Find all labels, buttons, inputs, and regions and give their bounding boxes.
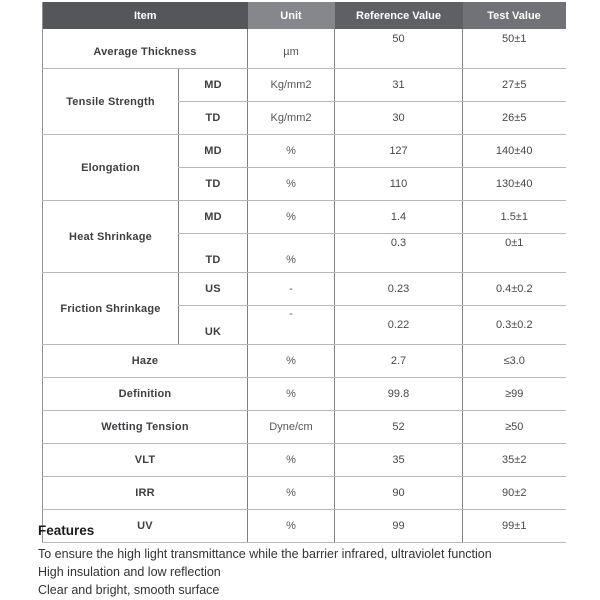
header-cell-item: Item [43,2,248,29]
cell-test: 0.4±0.2 [463,273,566,306]
cell-item: Heat Shrinkage [43,201,179,273]
cell-unit: % [248,378,335,411]
table-row-wetting-tension [43,411,566,444]
cell-test: 130±40 [463,168,566,201]
cell-test: 0.3±0.2 [463,306,566,345]
cell-subitem: US [179,273,248,306]
table-row-vlt [43,444,566,477]
cell-unit: % [248,234,335,273]
cell-unit: % [248,345,335,378]
cell-unit: Kg/mm2 [248,102,335,135]
cell-item: VLT [43,444,248,477]
cell-reference: 1.4 [335,201,463,234]
table-row-haze [43,345,566,378]
cell-reference: 2.7 [335,345,463,378]
cell-test: 35±2 [463,444,566,477]
cell-test: 90±2 [463,477,566,510]
cell-item: Haze [43,345,248,378]
cell-unit: Kg/mm2 [248,69,335,102]
cell-unit: % [248,510,335,543]
cell-unit: % [248,201,335,234]
cell-test: 0±1 [463,234,566,273]
cell-subitem: TD [179,102,248,135]
cell-item: Definition [43,378,248,411]
cell-test: 1.5±1 [463,201,566,234]
cell-reference: 30 [335,102,463,135]
feature-line: High insulation and low reflection [38,565,221,579]
cell-test: 27±5 [463,69,566,102]
cell-unit: % [248,168,335,201]
cell-item: Average Thickness [43,29,248,69]
cell-subitem: TD [179,168,248,201]
cell-unit: % [248,444,335,477]
table-row-elongation-md [43,135,566,168]
header-cell-reference-value: Reference Value [335,2,463,29]
cell-unit: - [248,306,335,345]
cell-reference: 99.8 [335,378,463,411]
cell-test: ≥50 [463,411,566,444]
cell-unit: % [248,477,335,510]
table-row-tensile-md [43,69,566,102]
cell-subitem: MD [179,135,248,168]
table-row-definition [43,378,566,411]
cell-item: UV [43,510,248,543]
cell-reference: 35 [335,444,463,477]
cell-reference: 90 [335,477,463,510]
cell-item: Friction Shrinkage [43,273,179,345]
table-row-average-thickness [43,29,566,69]
features-title: Features [38,523,95,538]
cell-unit: µm [248,29,335,69]
cell-subitem: MD [179,201,248,234]
cell-item: Wetting Tension [43,411,248,444]
header-cell-unit: Unit [248,2,335,29]
cell-unit: - [248,273,335,306]
features-section [38,523,583,599]
table-row-friction-us [43,273,566,306]
table-row-heat-shrinkage-md [43,201,566,234]
cell-subitem: TD [179,234,248,273]
cell-reference: 0.3 [335,234,463,273]
cell-reference: 99 [335,510,463,543]
cell-reference: 50 [335,29,463,69]
cell-reference: 127 [335,135,463,168]
cell-item: Tensile Strength [43,69,179,135]
cell-test: 99±1 [463,510,566,543]
cell-reference: 110 [335,168,463,201]
cell-unit: Dyne/cm [248,411,335,444]
cell-unit: % [248,135,335,168]
cell-reference: 52 [335,411,463,444]
cell-subitem: MD [179,69,248,102]
cell-item: IRR [43,477,248,510]
cell-reference: 0.22 [335,306,463,345]
cell-reference: 31 [335,69,463,102]
table-row-irr [43,477,566,510]
cell-subitem: UK [179,306,248,345]
cell-test: 50±1 [463,29,566,69]
cell-item: Elongation [43,135,179,201]
spec-table [42,2,566,543]
cell-test: ≤3.0 [463,345,566,378]
cell-test: ≥99 [463,378,566,411]
feature-line: Clear and bright, smooth surface [38,583,220,597]
cell-reference: 0.23 [335,273,463,306]
table-header-row [43,2,566,29]
cell-test: 26±5 [463,102,566,135]
cell-test: 140±40 [463,135,566,168]
header-cell-test-value: Test Value [463,2,566,29]
feature-line: To ensure the high light transmittance while the barrier infrared, ultraviolet function [38,547,492,561]
